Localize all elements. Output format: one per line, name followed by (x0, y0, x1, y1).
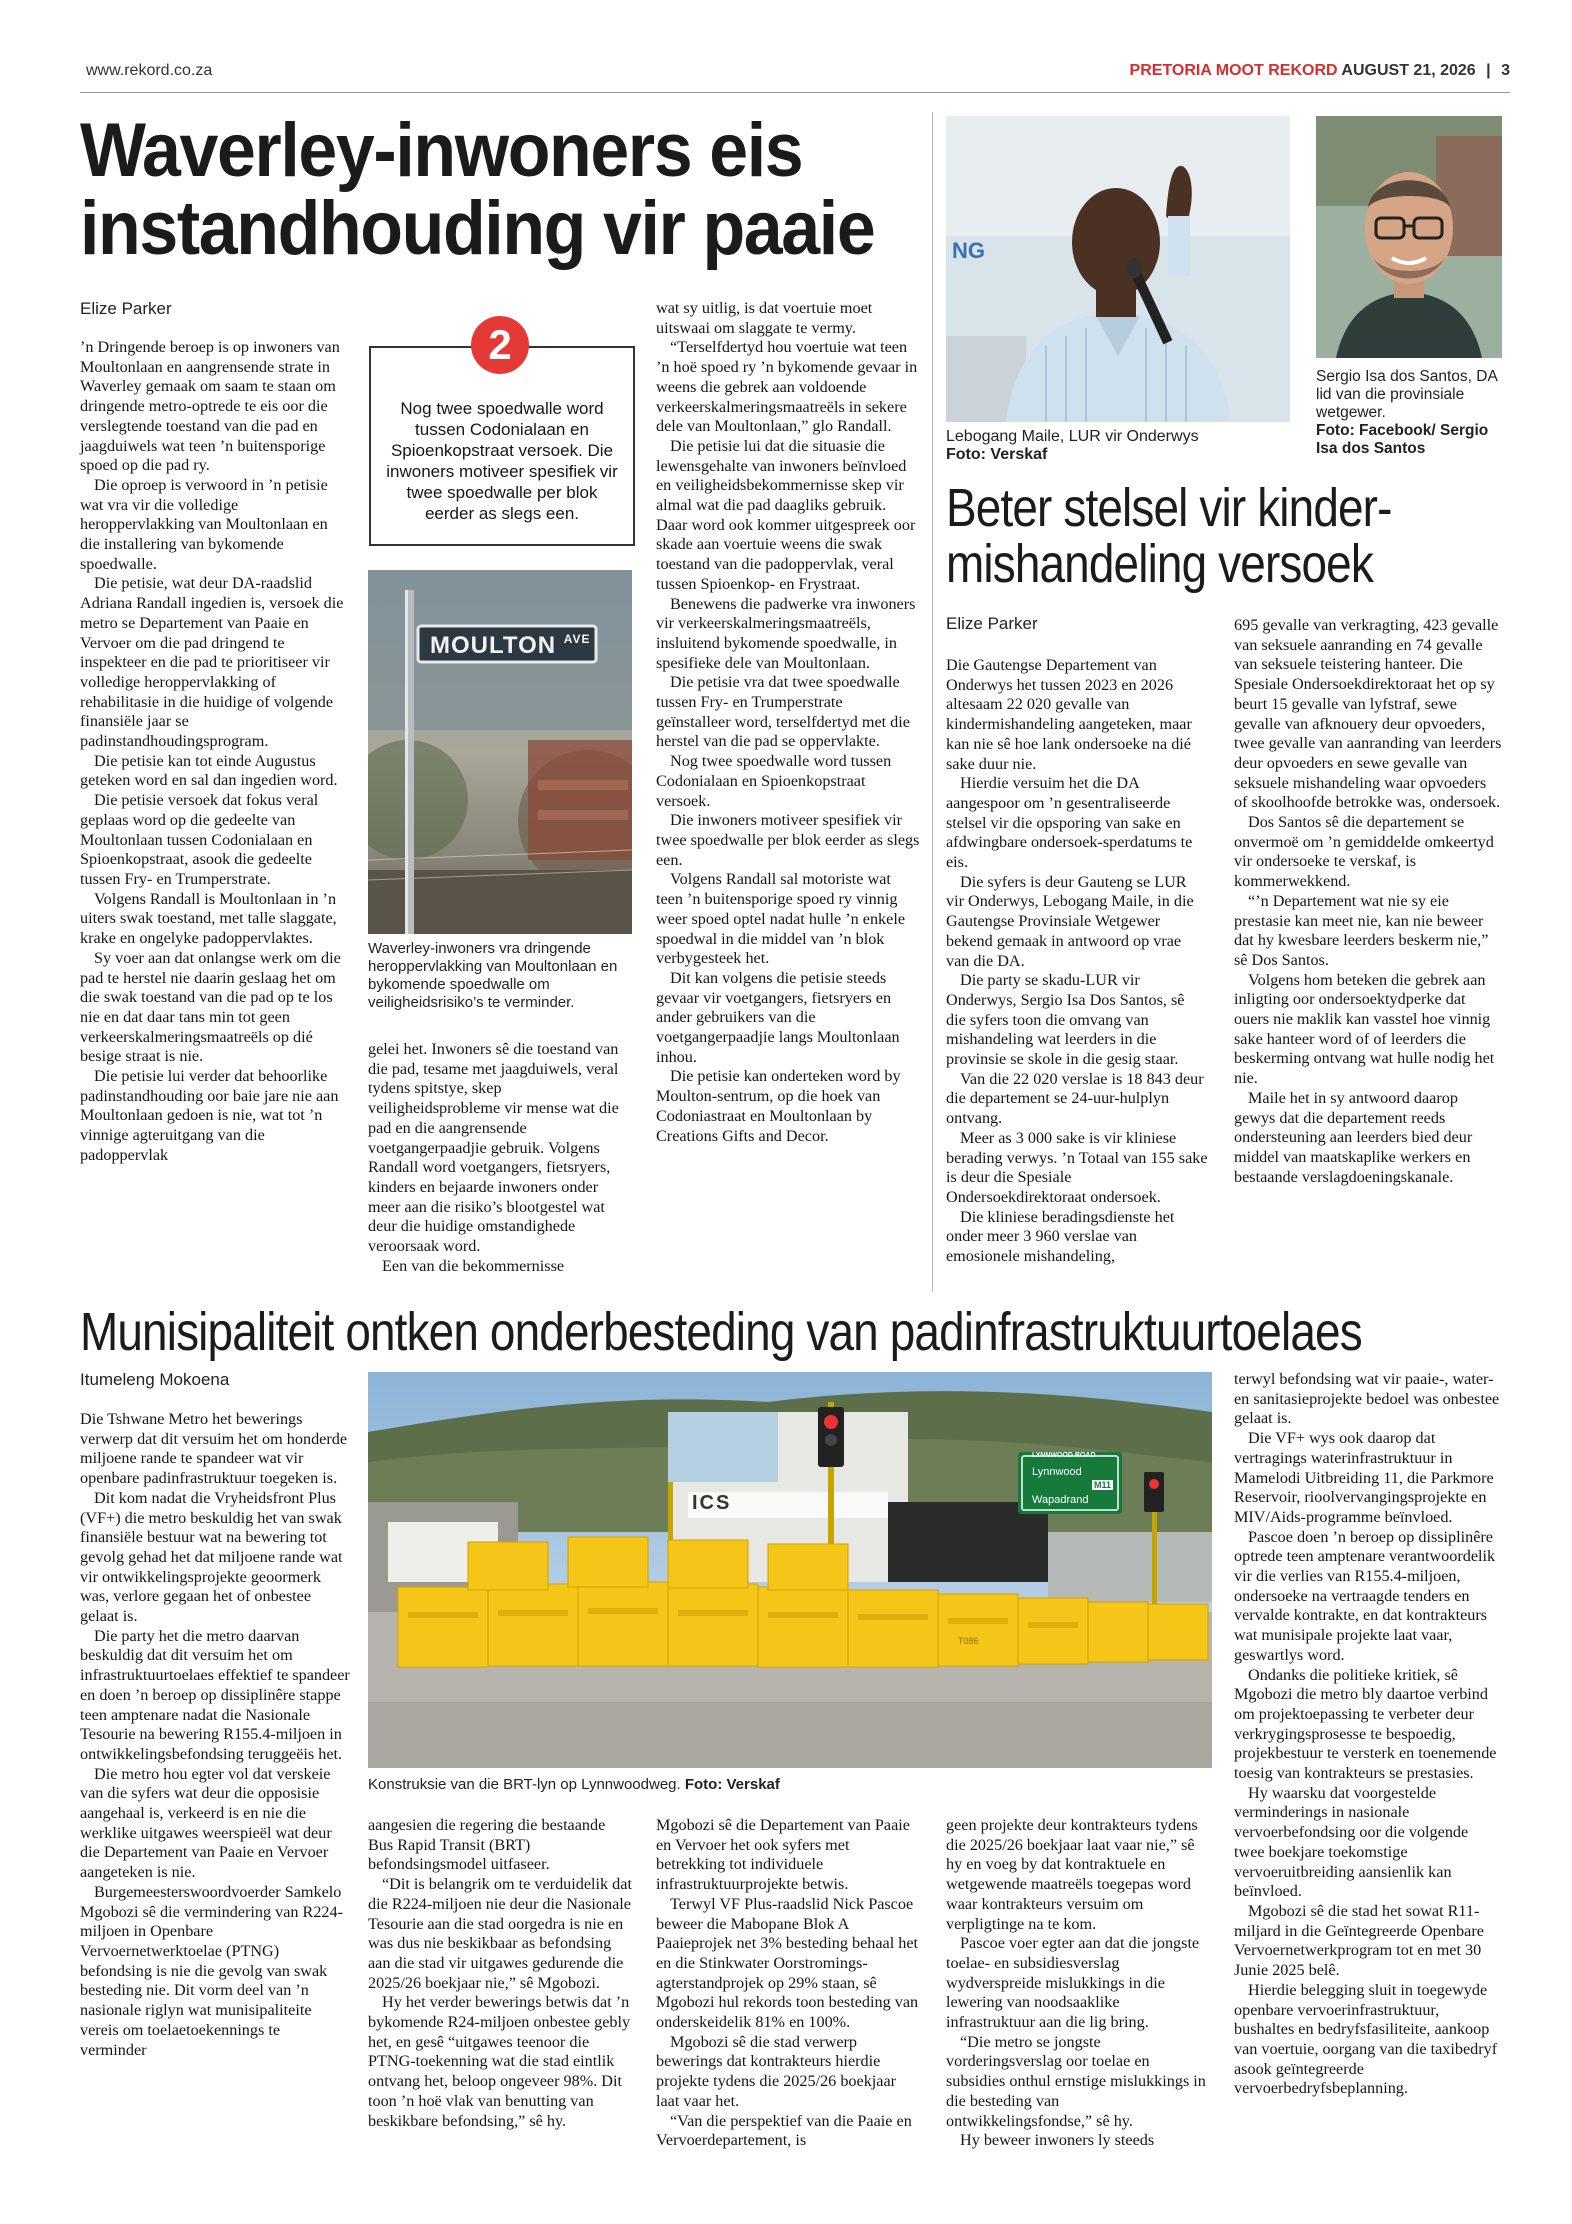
paragraph: “Dit is belangrik om te verduidelik dat die R224-miljoen nie deur die Nasionale Tesourie aan die stad oorgedra is nie en was dus nie beskikbaar as befondsing aan die stad vir uitgawes gedurende die 2025/26 boekjaar nie,” sê Mgobozi. (368, 1875, 632, 1992)
maile-caption (946, 428, 1246, 464)
dos-santos-caption-text: Sergio Isa dos Santos, DA lid van die provinsiale wetgewer. (1316, 368, 1497, 421)
dos-santos-caption (1316, 368, 1506, 458)
paragraph: “Van die perspektief van die Paaie en Vervoerdepartement, is (656, 2111, 912, 2150)
paragraph: Volgens hom beteken die gebrek aan inligting oor ondersoektydperke dat ouers nie maklik kan vasstel hoe vinnig sake hanteer word of of leerders die beskerming ontvang wat hulle nodig het nie. (1234, 970, 1495, 1088)
paragraph: Pascoe voer egter aan dat die jongste toelae- en subsidiesverslag wydverspreide mislukkings in die lewering van noodsaaklike infrastruktuur aan die lig bring. (946, 1934, 1200, 2032)
paragraph: Die metro hou egter vol dat verskeie van die syfers wat deur die opposisie aangehaal is, verkeerd is en nie die werklike uitgawes weerspieël wat deur die Departement van Paaie en Vervoer aangeteken is nie. (80, 1764, 332, 1882)
paragraph: Volgens Randall is Moultonlaan in ’n uiters swak toestand, met talle slaggate, krake en ongelyke padoppervlaktes. (80, 889, 337, 948)
street-sign-name: MOULTON (430, 632, 557, 659)
maile-photo-credit: Foto: Verskaf (946, 446, 1048, 463)
article2-headline-line1: Beter stelsel vir kinder- (946, 478, 1392, 538)
article2-headline (946, 480, 1422, 592)
paragraph: Die inwoners motiveer spesifiek vir twee spoedwalle per blok eerder as slegs een. (656, 811, 920, 869)
header-separator: | (1486, 62, 1491, 79)
paragraph: Die kliniese beradingsdienste het onder meer 3 960 verslae van emosionele mishandeling, (946, 1207, 1175, 1266)
article3-headline: Munisipaliteit ontken onderbesteding van padinfrastruktuurtoelaes (80, 1302, 1362, 1362)
paragraph: Ondanks die politieke kritiek, sê Mgobozi die metro bly daartoe verbind om projektoepassing te verbeter deur verkrygingsprosesse te bespoedig, projekbestuur te versterk en toenemende toesig van kontrakteurs se prestasies. (1234, 1665, 1497, 1783)
paragraph: Nog twee spoedwalle word tussen Codonialaan en Spioenkopstraat versoek. (656, 752, 892, 810)
paragraph: Die petisie lui verder dat behoorlike padinstandhouding oor baie jare nie aan Moultonlaan gedoen is nie, wat tot ’n vinnige agteruitgang van die padoppervlak (80, 1067, 339, 1164)
construction-caption-text: Konstruksie van die BRT-lyn op Lynnwoodweg. (368, 1776, 681, 1793)
masthead-info (1130, 62, 1510, 80)
article1-headline-line2: instandhouding vir paaie (80, 186, 875, 271)
paragraph: Die petisie kan onderteken word by Moulton-sentrum, op die hoek van Codoniastraat en Moultonlaan by Creations Gifts and Decor. (656, 1067, 901, 1145)
paragraph: Die party se skadu-LUR vir Onderwys, Sergio Isa Dos Santos, sê die syfers toon die omvang van mishandeling wat leerders in die provinsie se skole in die gesig staar. (946, 971, 1185, 1069)
paragraph: Die petisie, wat deur DA-raadslid Adriana Randall ingedien is, versoek die metro se Departement van Paaie en Vervoer om die pad dringend te inspekteer en die pad te prioritiseer vir volledige heroppervlakking of rehabilitasie in die huidige of volgende finansiële jaar se padinstandhoudingsprogram. (80, 574, 344, 751)
paragraph: Hy beweer inwoners ly steeds (960, 2131, 1155, 2150)
pull-quote-box (369, 346, 635, 546)
paragraph: Die syfers is deur Gauteng se LUR vir Onderwys, Lebogang Maile, in die Gautengse Provinsiale Wetgewer bekend gemaak in antwoord op vrae van die DA. (946, 872, 1194, 970)
article2-byline: Elize Parker (946, 614, 1038, 633)
dos-santos-photo-credit: Foto: Facebook/ Sergio Isa dos Santos (1316, 422, 1489, 457)
street-sign-caption: Waverley-inwoners vra dringende heroppervlakking van Moultonlaan en bykomende spoedwalle om veiligheidsrisiko’s te verminder. (368, 940, 618, 1011)
article3-col2 (368, 1816, 634, 2131)
street-sign-photo (368, 570, 632, 934)
paragraph: geen projekte deur kontrakteurs tydens die 2025/26 boekjaar laat vaar nie,” sê hy en voeg by dat kontraktuele en wetgewende maatreëls toegepas word waar kontrakteurs versuim om verpligtinge na te kom. (946, 1816, 1198, 1933)
issue-date: AUGUST 21, 2026 (1341, 62, 1476, 79)
paragraph: Van die 22 020 verslae is 18 843 deur die departement se 24-uur-hulplyn ontvang. (946, 1069, 1204, 1128)
article3-col4 (946, 1816, 1208, 2151)
paragraph: Hy waarsku dat voorgestelde verminderings in nasionale vervoerbefondsing oor die volgende twee boekjare toekomstige vervoeruitbreiding aansienlik kan beïnvloed. (1234, 1783, 1469, 1901)
maile-photo-backdrop-text: NG (952, 238, 985, 263)
paragraph: Mgobozi sê die stad verwerp bewerings dat kontrakteurs hierdie projekte tydens die 2025/26 boekjaar laat vaar het. (656, 2032, 897, 2110)
pull-quote-text: Nog twee spoedwalle word tussen Codonialaan en Spioenkopstraat versoek. Die inwoners motiveer spesifiek vir twee spoedwalle per blok eerder as slegs een. (386, 399, 618, 523)
article1-headline (80, 108, 926, 271)
paragraph: “Die metro se jongste vorderingsverslag oor toelae en subsidies onthul ernstige mislukkings in die besteding van ontwikkelingsfondse,” sê hy. (946, 2032, 1206, 2130)
article3-byline: Itumeleng Mokoena (80, 1370, 230, 1389)
paragraph: Volgens Randall sal motoriste wat teen ’n buitensporige spoed ry vinnig weer spoed optel nadat hulle ’n enkele spoedwal in die middel van ’n blok verbygesteek het. (656, 870, 906, 968)
paragraph: Die petisie vra dat twee spoedwalle tussen Fry- en Trumperstrate geïnstalleer word, terselfdertyd met die herstel van die pad se oppervlakte. (656, 673, 910, 751)
header-rule (80, 92, 1510, 93)
barrier-label: T086 (958, 1636, 979, 1646)
paragraph: aangesien die regering die bestaande Bus Rapid Transit (BRT) befondsingsmodel uitfaseer. (368, 1816, 606, 1874)
paragraph: Een van die bekommernisse (382, 1256, 565, 1275)
paragraph: Dit kan volgens die petisie steeds gevaar vir voetgangers, fietsryers en ander gebruikers van die voetgangerpaadjie langs Moultonlaan inhou. (656, 968, 900, 1066)
paragraph: Burgemeesterswoordvoerder Samkelo Mgobozi sê die vermindering van R224-miljoen in Openbare Vervoernetwerktoelae (PTNG) befondsing is nie die gevolg van swak besteding nie. Dit vorm deel van ’n nasionale riglyn wat munisipaliteite vereis om toelaetoekennings te verminder (80, 1882, 343, 2059)
construction-photo (368, 1372, 1212, 1768)
construction-caption (368, 1776, 1212, 1794)
article1-col3 (656, 299, 920, 1146)
article1-col2-bottom (368, 1040, 634, 1276)
paragraph: Die party het die metro daarvan beskuldig dat dit versuim het om infrastruktuurtoelaes effektief te spandeer en doen ’n beroep op dissiplinêre stappe teen amptenare nadat die Nasionale Tesourie na bewering R155.4-miljoen in ontwikkelingsbefondsing teruggeëis het. (80, 1626, 350, 1763)
construction-photo-credit: Foto: Verskaf (684, 1776, 780, 1793)
article3-col5 (1234, 1370, 1502, 2099)
street-sign-suffix: AVE (563, 632, 591, 646)
street-sign-text (430, 632, 591, 660)
paragraph: Die Gautengse Departement van Onderwys het tussen 2023 en 2026 altesaam 22 020 gevalle van kindermishandeling aangeteken, maar kan nie sê hoe lank ondersoeke na dié sake duur nie. (946, 656, 1192, 773)
paragraph: Die petisie kan tot einde Augustus geteken word en sal dan ingedien word. (80, 751, 338, 790)
article2-col2 (1234, 616, 1502, 1187)
paragraph: Terwyl VF Plus-raadslid Nick Pascoe beweer die Mabopane Blok A Paaieprojek net 3% besteding behaal het en die Stinkwater Oorstromings-agterstandprojek op 29% staan, sê Mgobozi hul rekords toon besteding van onderskeidelik 81% en 100%. (656, 1894, 919, 2032)
article1-headline-line1: Waverley-inwoners eis (80, 108, 803, 193)
paragraph: Hy het verder bewerings betwis dat ’n bykomende R24-miljoen onbestee gebly het, en gesê “uitgawes teenoor die PTNG-toekenning wat die stad eintlik ontvang het, beloop ongeveer 98%. Dit toon ’n hoë vlak van benutting van beskikbare befondsing,” sê hy. (368, 1993, 631, 2130)
paragraph: Die VF+ wys ook daarop dat vertragings waterinfrastruktuur in Mamelodi Uitbreiding 11, die Parkmore Reservoir, rioolvervangingsprojekte en MIV/Aids-programme beïnvloed. (1234, 1429, 1494, 1526)
paragraph: Hierdie belegging sluit in toegewyde openbare vervoerinfrastruktuur, bushaltes en bedryfsfasiliteite, aankoop van voertuie, oorgang van die taxibedryf asook geïntegreerde vervoerbedryfsbeplanning. (1234, 1980, 1498, 2098)
page-number: 3 (1501, 62, 1510, 79)
paragraph: Die petisie lui dat die situasie die lewensgehalte van inwoners beïnvloed en veiligheidsbekommernisse skep vir almal wat die pad daagliks gebruik. Daar word ook kommer uitgespreek oor skade aan voertuie weens die swak toestand van die padoppervlak, veral tussen Spioenkop- en Frystraat. (656, 436, 916, 593)
paragraph: Dos Santos sê die departement se onvermoë om ’n gemiddelde omkeertyd vir ondersoeke te verskaf, is kommerwekkend. (1234, 813, 1494, 891)
paragraph: Die oproep is verwoord in ’n petisie wat vra vir die volledige heroppervlakking van Moultonlaan en die installering van bykomende spoedwalle. (80, 475, 328, 573)
road-sign-route: M11 (1094, 1480, 1112, 1490)
paragraph: Mgobozi sê die Departement van Paaie en Vervoer het ook syfers met betrekking tot individuele infrastruktuurprojekte betwis. (656, 1816, 910, 1894)
paragraph: 695 gevalle van verkragting, 423 gevalle van seksuele aanranding en 74 gevalle van seksuele teistering hanteer. Die Spesiale Ondersoekdirektoraat het op sy beurt 15 gevalle van lyfstraf, sewe gevalle van afknouery deur opvoeders, twee gevalle van aanranding van leerders deur opvoeders en sewe gevalle van seksuele mishandeling waar opvoeders of skoolhoofde betrokke was, ondersoek. (1234, 616, 1502, 812)
paragraph: Benewens die padwerke vra inwoners vir verkeerskalmeringsmaatreëls, insluitend bykomende spoedwalle, in spesifieke dele van Moultonlaan. (656, 594, 916, 672)
road-sign-header: LYNNWOOD ROAD (1032, 1452, 1096, 1459)
paragraph: Mgobozi sê die stad het sowat R11-miljard in die Geïntegreerde Openbare Vervoernetwerkprogram tot en met 30 Junie 2025 belê. (1234, 1901, 1484, 1980)
paragraph: Dit kom nadat die Vryheidsfront Plus (VF+) die metro beskuldig het van swak finansiële bestuur wat na bewering tot gevolg gehad het dat miljoene rande wat vir ontwikkelingsprojekte geoormerk was, verlore gegaan het of onbestee gelaat is. (80, 1488, 343, 1626)
road-sign-wapadrand: Wapadrand (1032, 1494, 1089, 1506)
maile-caption-text: Lebogang Maile, LUR vir Onderwys (946, 428, 1199, 445)
paragraph: Die petisie versoek dat fokus veral geplaas word op die gedeelte van Moultonlaan tussen Codonialaan en Spioenkopstraat, asook die gedeelte tussen Fry- en Trumperstrate. (80, 791, 319, 888)
column-divider (932, 112, 933, 1292)
paragraph: terwyl befondsing wat vir paaie-, water- en sanitasieprojekte bedoel was onbestee gelaat is. (1234, 1370, 1500, 1428)
publication-name: PRETORIA MOOT REKORD (1129, 62, 1338, 79)
maile-photo (946, 116, 1290, 422)
paragraph: “’n Departement wat nie sy eie prestasie kan meet nie, kan nie beweer dat hy kwesbare leerders beskerm nie,” sê Dos Santos. (1234, 891, 1489, 969)
pull-quote-number: 2 (471, 316, 529, 374)
paragraph: Pascoe doen ’n beroep op dissiplinêre optrede teen amptenare verantwoordelik vir die verlies van R155.4-miljoen, ondersoeke na vertraagde tenders en vervalde kontrakte, en dat kontrakteurs wat munisipale projekte laat vaar, geswartlys word. (1234, 1527, 1496, 1664)
paragraph: ’n Dringende beroep is op inwoners van Moultonlaan en aangrensende strate in Waverley gemaak om saam te staan om dringende metro-optrede te eis oor die verslegtende toestand van die pad en jaagduiwels wat teen ’n buitensporige spoed op die pad ry. (80, 338, 340, 475)
article3-col3 (656, 1816, 920, 2151)
article1-byline: Elize Parker (80, 299, 172, 318)
article1-col1 (80, 338, 350, 1166)
dos-santos-photo (1316, 116, 1502, 358)
paragraph: Hierdie versuim het die DA aangespoor om ’n gesentraliseerde stelsel vir die opsporing van sake en afdwingbare ondersoek-sperdatums te eis. (946, 774, 1193, 872)
paragraph: Die Tshwane Metro het bewerings verwerp dat dit versuim het om honderde miljoene rande te spandeer wat vir openbare padinfrastruktuur toegeken is. (80, 1410, 348, 1488)
paragraph: Sy voer aan dat onlangse werk om die pad te herstel nie daarin geslaag het om die swak toestand van die pad op te los nie en dat daar tans min tot geen verkeerskalmeringsmaatreëls op dié besige straat is nie. (80, 948, 341, 1066)
paragraph: “Terselfdertyd hou voertuie wat teen ’n hoë spoed ry ’n bykomende gevaar in weens die gebrek aan voldoende verkeerskalmeringsmaatreëls in sekere dele van Moultonlaan,” glo Randall. (656, 338, 918, 436)
paragraph: gelei het. Inwoners sê die toestand van die pad, tesame met jaagduiwels, veral tydens spitstye, skep veiligheidsprobleme vir mense wat die pad en die aangrensende voetgangerpaadjie gebruik. Volgens Randall word voetgangers, fietsryers, kinders en bejaarde inwoners onder meer aan die risiko’s blootgestel wat deur die huidige omstandighede veroorsaak word. (368, 1040, 619, 1256)
road-sign-lynnwood: Lynnwood (1032, 1466, 1082, 1478)
article3-col1 (80, 1410, 350, 2060)
website-url: www.rekord.co.za (86, 62, 213, 79)
building-sign-text: ICS (692, 1492, 732, 1514)
paragraph: Meer as 3 000 sake is vir kliniese berading verwys. ’n Totaal van 155 sake is deur die Spesiale Ondersoekdirektoraat ondersoek. (946, 1128, 1208, 1206)
article2-col1 (946, 656, 1208, 1267)
paragraph: wat sy uitlig, is dat voertuie moet uitswaai om slaggate te vermy. (656, 299, 873, 337)
article2-headline-line2: mishandeling versoek (946, 534, 1373, 594)
paragraph: Maile het in sy antwoord daarop gewys dat die departement reeds ondersteuning aan leerders bied deur middel van maatskaplike werkers en bestaande verslagdoeningskanale. (1234, 1088, 1473, 1186)
